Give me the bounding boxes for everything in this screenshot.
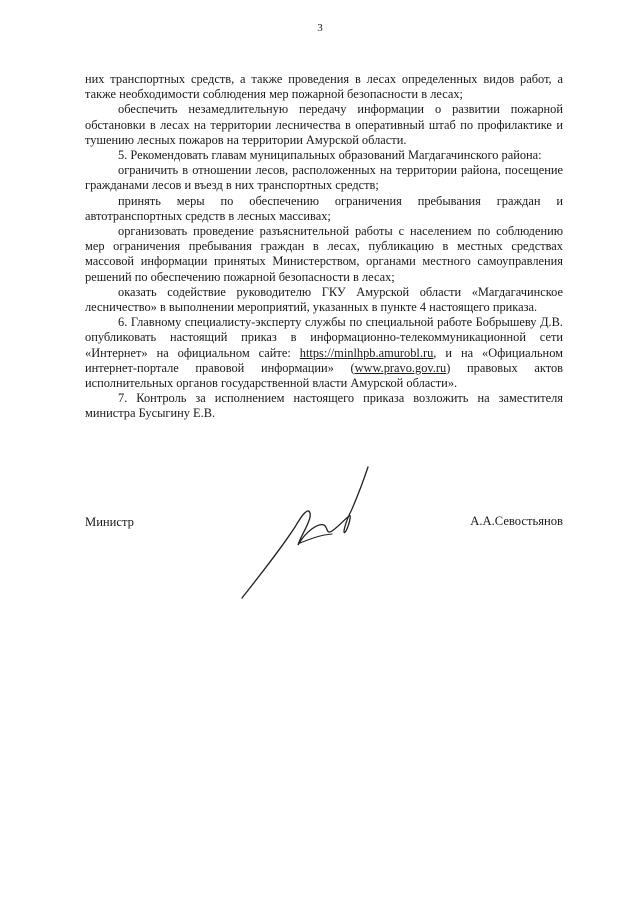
paragraph: них транспортных средств, а также проведения в лесах определенных видов работ, а также необходимости соблюдения мер пожарной безопасности в лесах;: [85, 72, 563, 102]
paragraph: организовать проведение разъяснительной работы с населением по соблюдению мер ограничения пребывания граждан в лесах, публикацию в местных средствах массовой информации принятых Министерством, органами местного самоуправления решений по обеспечению пожарной безопасности в лесах;: [85, 224, 563, 284]
paragraph-6: [85, 315, 563, 391]
paragraph-6-text-b: , и на «Официальном интернет-портале правовой информации» (: [85, 345, 563, 375]
paragraph-6-text-a: 6. Главному специалисту-эксперту службы по специальной работе Бобрышеву Д.В. опубликовать настоящий приказ в информационно-телекоммуникационной сети «Интернет» на официальном сайте:: [85, 315, 563, 360]
pravo-link[interactable]: www.pravo.gov.ru: [354, 360, 447, 375]
page-number: 3: [317, 22, 323, 34]
paragraph-7: 7. Контроль за исполнением настоящего приказа возложить на заместителя министра Бусыгину Е.В.: [85, 391, 563, 421]
paragraph-6-text-c: ) правовых актов исполнительных органов государственной власти Амурской области».: [85, 360, 563, 391]
paragraph: обеспечить незамедлительную передачу информации о развитии пожарной обстановки в лесах на территории лесничества в оперативный штаб по профилактике и тушению лесных пожаров на территории Амурской области.: [85, 102, 563, 147]
handwritten-signature: [240, 465, 380, 600]
signer-role: Министр: [85, 515, 134, 529]
paragraph: принять меры по обеспечению ограничения пребывания граждан и автотранспортных средств в лесных массивах;: [85, 193, 563, 223]
website-link[interactable]: https://minlhpb.amurobl.ru: [299, 345, 434, 360]
paragraph: 5. Рекомендовать главам муниципальных образований Магдагачинского района:: [118, 148, 542, 163]
paragraph-list: [85, 72, 563, 315]
signer-name: А.А.Севостьянов: [470, 514, 563, 528]
paragraph: ограничить в отношении лесов, расположенных на территории района, посещение гражданами лесов и въезд в них транспортных средств;: [85, 163, 563, 193]
paragraph: оказать содействие руководителю ГКУ Амурской области «Магдагачинское лесничество» в выполнении мероприятий, указанных в пункте 4 настоящего приказа.: [85, 284, 563, 315]
document-body: [85, 72, 563, 422]
